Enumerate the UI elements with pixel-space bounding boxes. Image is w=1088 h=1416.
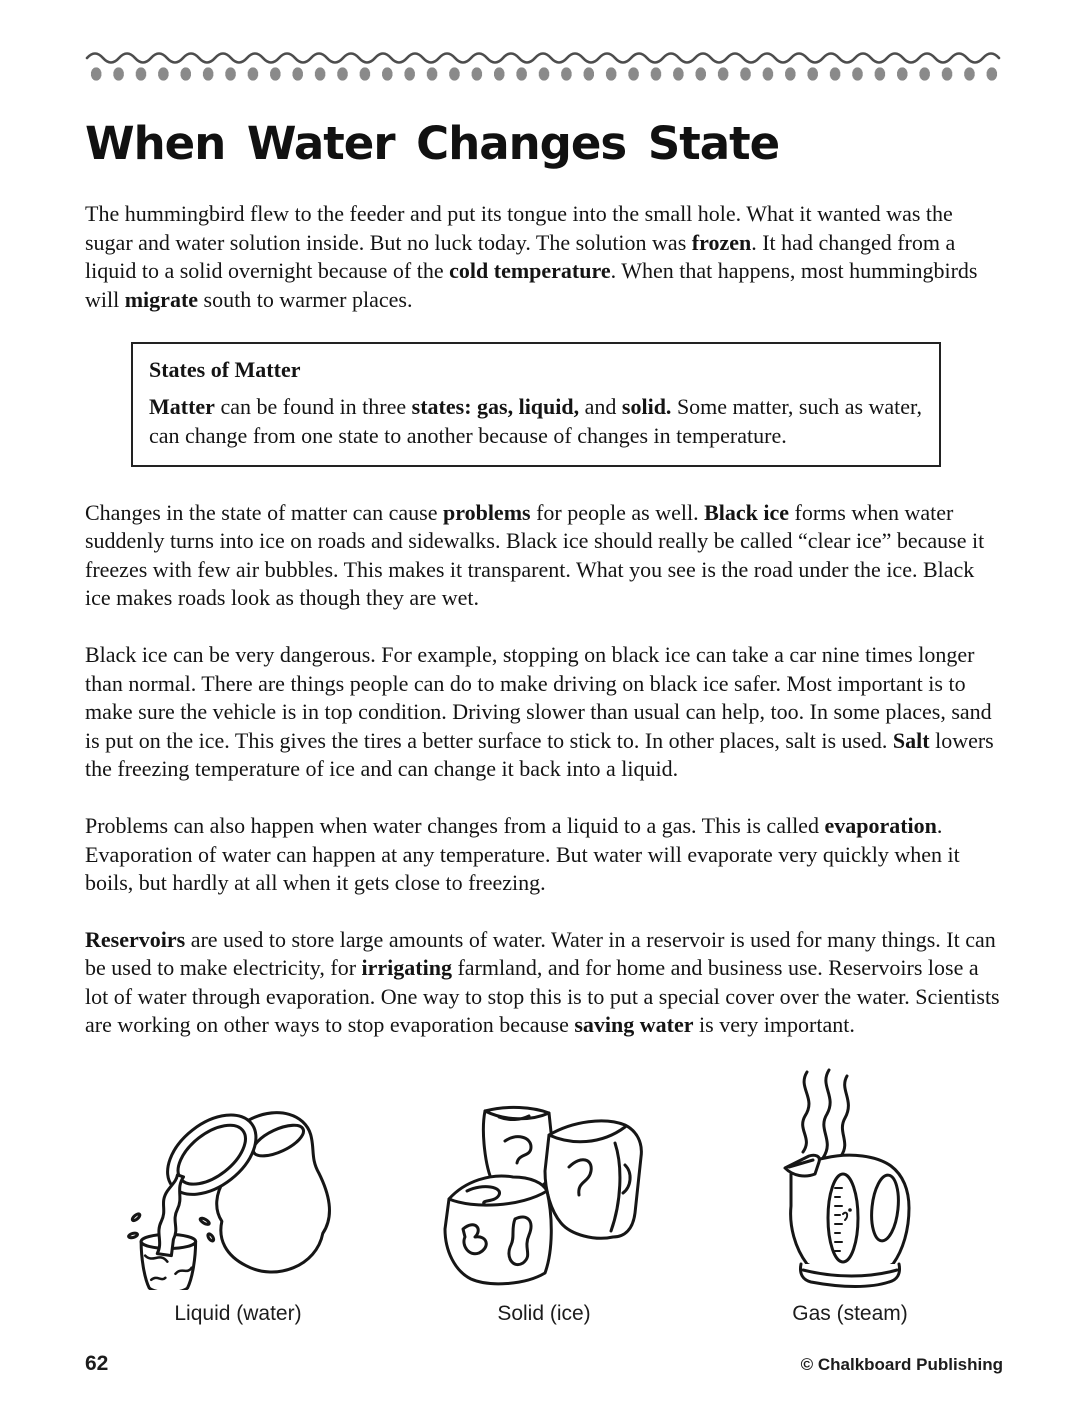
steaming-kettle-icon [755,1068,945,1290]
figure-label-solid: Solid (ice) [497,1302,591,1326]
figure-label-gas: Gas (steam) [792,1302,908,1326]
paragraph-reservoirs: Reservoirs are used to store large amounts of water. Water in a reservoir is used for many things. It can be used to make electricity, for irrigating farmland, and for home and business use. Reservoirs lose a lot of water through evaporation. One way to stop this is to put a special cover over the water. Scientists are working on other ways to stop evaporation because saving water is very important. [85,926,1000,1038]
page-number: 62 [85,1352,109,1376]
pitcher-pouring-water-icon [127,1088,349,1290]
figure-solid [391,1095,697,1326]
dots-border [85,67,1003,81]
figure-liquid [85,1088,391,1326]
states-figures-row [85,1068,1003,1326]
page-footer [85,1352,1003,1416]
worksheet-page [85,0,1003,1416]
paragraph-evaporation: Problems can also happen when water changes from a liquid to a gas. This is called evaporation. Evaporation of water can happen at any temperature. But water will evaporate very quickly when it boils, but hardly at all when it gets close to freezing. [85,812,960,896]
ice-cubes-icon [429,1095,659,1290]
paragraph-black-ice-1: Changes in the state of matter can cause problems for people as well. Black ice forms when water suddenly turns into ice on roads and sidewalks. Black ice should really be called “clear ice” because it freezes with few air bubbles. This makes it transparent. What you see is the road under the ice. Black ice makes roads look as though they are wet. [85,499,985,611]
paragraph-intro: The hummingbird flew to the feeder and put its tongue into the small hole. What it wanted was the sugar and water solution inside. But no luck today. The solution was frozen. It had changed from a liquid to a solid overnight because of the cold temperature. When that happens, most hummingbirds will migrate south to warmer places. [85,201,978,312]
paragraph-black-ice-2: Black ice can be very dangerous. For example, stopping on black ice can take a car nine times longer than normal. There are things people can do to make driving on black ice safer. Most important is to make sure the vehicle is in top condition. Driving slower than usual can help, too. In some places, sand is put on the ice. This gives the tires a better surface to stick to. In other places, salt is used. Salt lowers the freezing temperature of ice and can change it back into a liquid. [85,641,994,782]
states-of-matter-box [131,342,941,466]
copyright-text: © Chalkboard Publishing [800,1355,1003,1375]
figure-gas [697,1068,1003,1326]
figure-label-liquid: Liquid (water) [174,1302,302,1326]
callout-body: Matter can be found in three states: gas, liquid, and solid. Some matter, such as water, can change from one state to another because of changes in temperature. [149,394,922,448]
callout-heading: States of Matter [149,357,301,383]
page-title: When Water Changes State [85,117,780,170]
wavy-line-border [85,48,1003,66]
